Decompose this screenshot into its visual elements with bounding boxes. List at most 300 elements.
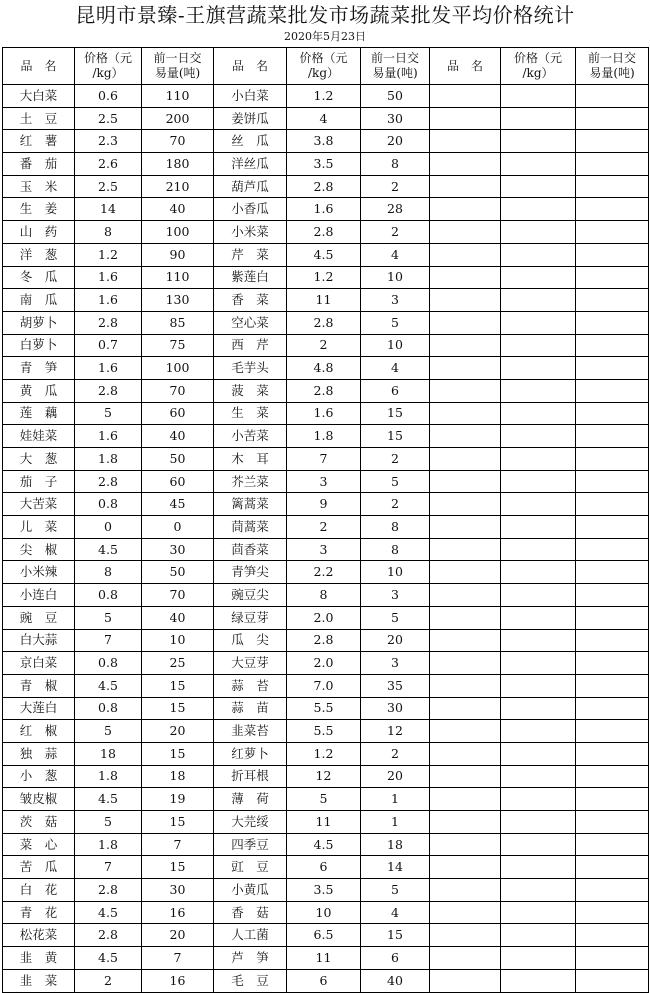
table-row	[3, 584, 649, 607]
vegetable-name: 茼蒿菜	[214, 516, 287, 539]
price-value: 2.8	[75, 924, 142, 947]
empty-cell	[501, 584, 576, 607]
volume-value: 8	[361, 516, 430, 539]
volume-value: 16	[142, 901, 214, 924]
vegetable-name: 皱皮椒	[3, 788, 75, 811]
empty-cell	[576, 833, 649, 856]
price-value: 2.2	[287, 561, 361, 584]
table-row	[3, 720, 649, 743]
page-title: 昆明市景臻-王旗营蔬菜批发市场蔬菜批发平均价格统计	[75, 3, 575, 27]
empty-cell	[576, 379, 649, 402]
price-value: 1.8	[287, 425, 361, 448]
empty-cell	[430, 561, 501, 584]
vegetable-name: 大苦菜	[3, 493, 75, 516]
volume-value: 30	[361, 107, 430, 130]
price-value: 4.5	[287, 243, 361, 266]
empty-cell	[576, 221, 649, 244]
price-value: 3.8	[287, 130, 361, 153]
volume-value: 20	[361, 765, 430, 788]
volume-value: 40	[142, 606, 214, 629]
volume-value: 5	[361, 606, 430, 629]
volume-value: 45	[142, 493, 214, 516]
empty-cell	[501, 107, 576, 130]
volume-value: 3	[361, 289, 430, 312]
price-value: 1.6	[287, 402, 361, 425]
vegetable-name: 绿豆芽	[214, 606, 287, 629]
volume-value: 15	[142, 856, 214, 879]
volume-value: 210	[142, 175, 214, 198]
table-row	[3, 969, 649, 992]
table-row	[3, 153, 649, 176]
price-value: 4.5	[75, 788, 142, 811]
price-value: 2.0	[287, 652, 361, 675]
volume-value: 40	[142, 198, 214, 221]
price-value: 2.8	[287, 175, 361, 198]
vegetable-name: 小香瓜	[214, 198, 287, 221]
price-value: 7	[287, 448, 361, 471]
volume-value: 20	[142, 924, 214, 947]
empty-cell	[430, 947, 501, 970]
volume-value: 70	[142, 379, 214, 402]
volume-value: 7	[142, 833, 214, 856]
price-value: 1.2	[287, 742, 361, 765]
price-value: 2.6	[75, 153, 142, 176]
price-value: 1.6	[75, 425, 142, 448]
price-value: 14	[75, 198, 142, 221]
empty-cell	[501, 652, 576, 675]
empty-cell	[430, 606, 501, 629]
volume-value: 70	[142, 130, 214, 153]
vegetable-name: 玉 米	[3, 175, 75, 198]
volume-value: 2	[361, 742, 430, 765]
volume-value: 8	[361, 538, 430, 561]
vegetable-name: 独 蒜	[3, 742, 75, 765]
vegetable-name: 山 药	[3, 221, 75, 244]
vegetable-name: 青笋尖	[214, 561, 287, 584]
empty-cell	[430, 198, 501, 221]
volume-value: 18	[142, 765, 214, 788]
vegetable-name: 番 茄	[3, 153, 75, 176]
vegetable-name: 京白菜	[3, 652, 75, 675]
table-row	[3, 879, 649, 902]
vegetable-name: 茄 子	[3, 470, 75, 493]
volume-value: 2	[361, 493, 430, 516]
volume-value: 19	[142, 788, 214, 811]
volume-value: 3	[361, 584, 430, 607]
price-value: 0.6	[75, 85, 142, 108]
volume-value: 12	[361, 720, 430, 743]
volume-value: 15	[142, 742, 214, 765]
price-value: 1.6	[75, 289, 142, 312]
volume-value: 20	[142, 720, 214, 743]
vegetable-name: 小连白	[3, 584, 75, 607]
vegetable-name: 豇 豆	[214, 856, 287, 879]
empty-cell	[501, 448, 576, 471]
empty-cell	[430, 765, 501, 788]
empty-cell	[576, 266, 649, 289]
volume-value: 20	[361, 130, 430, 153]
empty-cell	[576, 470, 649, 493]
volume-value: 15	[142, 697, 214, 720]
table-row	[3, 107, 649, 130]
vegetable-name: 豌 豆	[3, 606, 75, 629]
vegetable-name: 韭 菜	[3, 969, 75, 992]
volume-value: 28	[361, 198, 430, 221]
volume-value: 14	[361, 856, 430, 879]
price-value: 12	[287, 765, 361, 788]
price-value: 7	[75, 629, 142, 652]
empty-cell	[576, 856, 649, 879]
table-row	[3, 765, 649, 788]
price-value: 0.8	[75, 652, 142, 675]
table-row	[3, 493, 649, 516]
price-value: 1.2	[75, 243, 142, 266]
vegetable-name: 洋 葱	[3, 243, 75, 266]
price-value: 1.2	[287, 85, 361, 108]
table-row	[3, 856, 649, 879]
table-body	[3, 85, 649, 993]
header-volume: 前一日交 易量(吨)	[142, 48, 214, 85]
empty-cell	[501, 289, 576, 312]
volume-value: 30	[142, 538, 214, 561]
empty-cell	[576, 742, 649, 765]
empty-cell	[576, 652, 649, 675]
table-row	[3, 561, 649, 584]
empty-cell	[576, 947, 649, 970]
empty-cell	[576, 425, 649, 448]
price-value: 6	[287, 856, 361, 879]
empty-cell	[430, 85, 501, 108]
price-value: 0.8	[75, 493, 142, 516]
empty-cell	[501, 493, 576, 516]
empty-cell	[501, 606, 576, 629]
volume-value: 10	[361, 334, 430, 357]
price-value: 6.5	[287, 924, 361, 947]
volume-value: 4	[361, 901, 430, 924]
volume-value: 60	[142, 470, 214, 493]
price-value: 1.8	[75, 448, 142, 471]
vegetable-name: 儿 菜	[3, 516, 75, 539]
empty-cell	[430, 175, 501, 198]
empty-cell	[501, 720, 576, 743]
header-volume: 前一日交 易量(吨)	[576, 48, 649, 85]
empty-cell	[430, 470, 501, 493]
table-row	[3, 402, 649, 425]
table-row	[3, 652, 649, 675]
volume-value: 4	[361, 357, 430, 380]
volume-value: 15	[361, 924, 430, 947]
volume-value: 0	[142, 516, 214, 539]
table-row	[3, 448, 649, 471]
vegetable-name: 香 菜	[214, 289, 287, 312]
price-value: 4	[287, 107, 361, 130]
price-value: 0.7	[75, 334, 142, 357]
price-value: 11	[287, 811, 361, 834]
price-value: 5	[75, 606, 142, 629]
volume-value: 18	[361, 833, 430, 856]
empty-cell	[430, 811, 501, 834]
volume-value: 5	[361, 879, 430, 902]
empty-cell	[576, 606, 649, 629]
table-row	[3, 470, 649, 493]
table-row	[3, 425, 649, 448]
vegetable-name: 胡萝卜	[3, 311, 75, 334]
empty-cell	[576, 153, 649, 176]
price-value: 2	[75, 969, 142, 992]
table-row	[3, 334, 649, 357]
vegetable-name: 青 笋	[3, 357, 75, 380]
empty-cell	[576, 879, 649, 902]
empty-cell	[501, 742, 576, 765]
volume-value: 15	[361, 425, 430, 448]
price-value: 0.8	[75, 697, 142, 720]
table-row	[3, 516, 649, 539]
table-row	[3, 947, 649, 970]
empty-cell	[501, 697, 576, 720]
vegetable-name: 洋丝瓜	[214, 153, 287, 176]
vegetable-name: 木 耳	[214, 448, 287, 471]
table-row	[3, 85, 649, 108]
empty-cell	[430, 833, 501, 856]
price-value: 18	[75, 742, 142, 765]
price-value: 4.5	[75, 674, 142, 697]
empty-cell	[430, 402, 501, 425]
empty-cell	[501, 924, 576, 947]
volume-value: 100	[142, 221, 214, 244]
empty-cell	[501, 879, 576, 902]
price-value: 3.5	[287, 879, 361, 902]
vegetable-name: 白大蒜	[3, 629, 75, 652]
volume-value: 2	[361, 221, 430, 244]
price-value: 3	[287, 470, 361, 493]
table-row	[3, 379, 649, 402]
price-value: 2.5	[75, 107, 142, 130]
price-value: 3.5	[287, 153, 361, 176]
price-value: 8	[287, 584, 361, 607]
price-value: 1.6	[287, 198, 361, 221]
empty-cell	[430, 629, 501, 652]
empty-cell	[501, 334, 576, 357]
volume-value: 110	[142, 85, 214, 108]
volume-value: 2	[361, 175, 430, 198]
table-row	[3, 538, 649, 561]
price-value: 1.2	[287, 266, 361, 289]
volume-value: 4	[361, 243, 430, 266]
vegetable-name: 小米菜	[214, 221, 287, 244]
vegetable-name: 大豆芽	[214, 652, 287, 675]
empty-cell	[430, 538, 501, 561]
report-date: 2020年5月23日	[284, 30, 366, 43]
volume-value: 15	[142, 811, 214, 834]
price-value: 0.8	[75, 584, 142, 607]
price-value: 5	[75, 811, 142, 834]
empty-cell	[576, 357, 649, 380]
empty-cell	[576, 811, 649, 834]
empty-cell	[430, 674, 501, 697]
empty-cell	[576, 720, 649, 743]
empty-cell	[430, 425, 501, 448]
volume-value: 10	[361, 266, 430, 289]
empty-cell	[501, 402, 576, 425]
table-row	[3, 311, 649, 334]
header-price: 价格（元 /kg）	[501, 48, 576, 85]
price-value: 2.3	[75, 130, 142, 153]
volume-value: 5	[361, 470, 430, 493]
vegetable-name: 苦 瓜	[3, 856, 75, 879]
empty-cell	[501, 788, 576, 811]
empty-cell	[576, 697, 649, 720]
vegetable-name: 冬 瓜	[3, 266, 75, 289]
empty-cell	[576, 175, 649, 198]
vegetable-name: 瓜 尖	[214, 629, 287, 652]
empty-cell	[501, 153, 576, 176]
vegetable-name: 蒜 苔	[214, 674, 287, 697]
empty-cell	[430, 379, 501, 402]
price-value: 2.8	[75, 311, 142, 334]
table-row	[3, 130, 649, 153]
empty-cell	[501, 856, 576, 879]
volume-value: 2	[361, 448, 430, 471]
table-row	[3, 629, 649, 652]
vegetable-name: 茨 菇	[3, 811, 75, 834]
volume-value: 1	[361, 788, 430, 811]
table-row	[3, 289, 649, 312]
empty-cell	[430, 107, 501, 130]
table-row	[3, 697, 649, 720]
vegetable-name: 大芫绥	[214, 811, 287, 834]
volume-value: 30	[361, 697, 430, 720]
header-price: 价格（元 /kg）	[287, 48, 361, 85]
volume-value: 50	[142, 448, 214, 471]
empty-cell	[576, 765, 649, 788]
empty-cell	[430, 969, 501, 992]
empty-cell	[576, 243, 649, 266]
vegetable-name: 生 菜	[214, 402, 287, 425]
empty-cell	[430, 289, 501, 312]
header-name: 品 名	[3, 48, 75, 85]
empty-cell	[501, 311, 576, 334]
price-value: 5	[287, 788, 361, 811]
empty-cell	[576, 85, 649, 108]
price-value: 2.8	[287, 311, 361, 334]
table-row	[3, 833, 649, 856]
empty-cell	[501, 470, 576, 493]
empty-cell	[430, 311, 501, 334]
empty-cell	[576, 584, 649, 607]
price-value: 2.5	[75, 175, 142, 198]
vegetable-name: 蒜 苗	[214, 697, 287, 720]
vegetable-name: 西 芹	[214, 334, 287, 357]
vegetable-name: 芦 笋	[214, 947, 287, 970]
volume-value: 3	[361, 652, 430, 675]
empty-cell	[576, 402, 649, 425]
vegetable-name: 黄 瓜	[3, 379, 75, 402]
empty-cell	[430, 493, 501, 516]
price-value: 1.8	[75, 765, 142, 788]
price-value: 7.0	[287, 674, 361, 697]
vegetable-name: 薄 荷	[214, 788, 287, 811]
volume-value: 10	[142, 629, 214, 652]
empty-cell	[576, 674, 649, 697]
empty-cell	[430, 448, 501, 471]
header-name: 品 名	[430, 48, 501, 85]
empty-cell	[501, 811, 576, 834]
empty-cell	[430, 357, 501, 380]
volume-value: 25	[142, 652, 214, 675]
volume-value: 180	[142, 153, 214, 176]
vegetable-name: 尖 椒	[3, 538, 75, 561]
vegetable-name: 小苦菜	[214, 425, 287, 448]
vegetable-name: 白 花	[3, 879, 75, 902]
empty-cell	[430, 924, 501, 947]
header-volume: 前一日交 易量(吨)	[361, 48, 430, 85]
volume-value: 6	[361, 947, 430, 970]
empty-cell	[501, 947, 576, 970]
price-value: 1.6	[75, 357, 142, 380]
volume-value: 35	[361, 674, 430, 697]
empty-cell	[430, 221, 501, 244]
table-row	[3, 901, 649, 924]
empty-cell	[430, 788, 501, 811]
vegetable-name: 茴香菜	[214, 538, 287, 561]
volume-value: 6	[361, 379, 430, 402]
vegetable-name: 大 葱	[3, 448, 75, 471]
vegetable-name: 韭菜苔	[214, 720, 287, 743]
price-value: 5.5	[287, 697, 361, 720]
empty-cell	[430, 243, 501, 266]
empty-cell	[501, 969, 576, 992]
empty-cell	[430, 266, 501, 289]
volume-value: 100	[142, 357, 214, 380]
price-value: 4.5	[287, 833, 361, 856]
volume-value: 8	[361, 153, 430, 176]
price-value: 3	[287, 538, 361, 561]
empty-cell	[576, 448, 649, 471]
empty-cell	[501, 266, 576, 289]
price-value: 11	[287, 947, 361, 970]
vegetable-name: 韭 黄	[3, 947, 75, 970]
vegetable-name: 芥兰菜	[214, 470, 287, 493]
price-value: 7	[75, 856, 142, 879]
price-value: 5	[75, 402, 142, 425]
empty-cell	[430, 742, 501, 765]
price-value: 1.6	[75, 266, 142, 289]
empty-cell	[501, 538, 576, 561]
vegetable-name: 空心菜	[214, 311, 287, 334]
vegetable-name: 小 葱	[3, 765, 75, 788]
empty-cell	[576, 516, 649, 539]
vegetable-name: 青 花	[3, 901, 75, 924]
empty-cell	[501, 765, 576, 788]
vegetable-name: 紫莲白	[214, 266, 287, 289]
table-row	[3, 357, 649, 380]
table-row	[3, 606, 649, 629]
table-row	[3, 788, 649, 811]
price-value: 2	[287, 334, 361, 357]
price-value: 5	[75, 720, 142, 743]
empty-cell	[430, 720, 501, 743]
volume-value: 50	[142, 561, 214, 584]
vegetable-name: 娃娃菜	[3, 425, 75, 448]
volume-value: 70	[142, 584, 214, 607]
volume-value: 50	[361, 85, 430, 108]
empty-cell	[501, 425, 576, 448]
table-row	[3, 175, 649, 198]
price-value: 2.8	[287, 221, 361, 244]
vegetable-name: 丝 瓜	[214, 130, 287, 153]
table-row	[3, 811, 649, 834]
empty-cell	[430, 153, 501, 176]
